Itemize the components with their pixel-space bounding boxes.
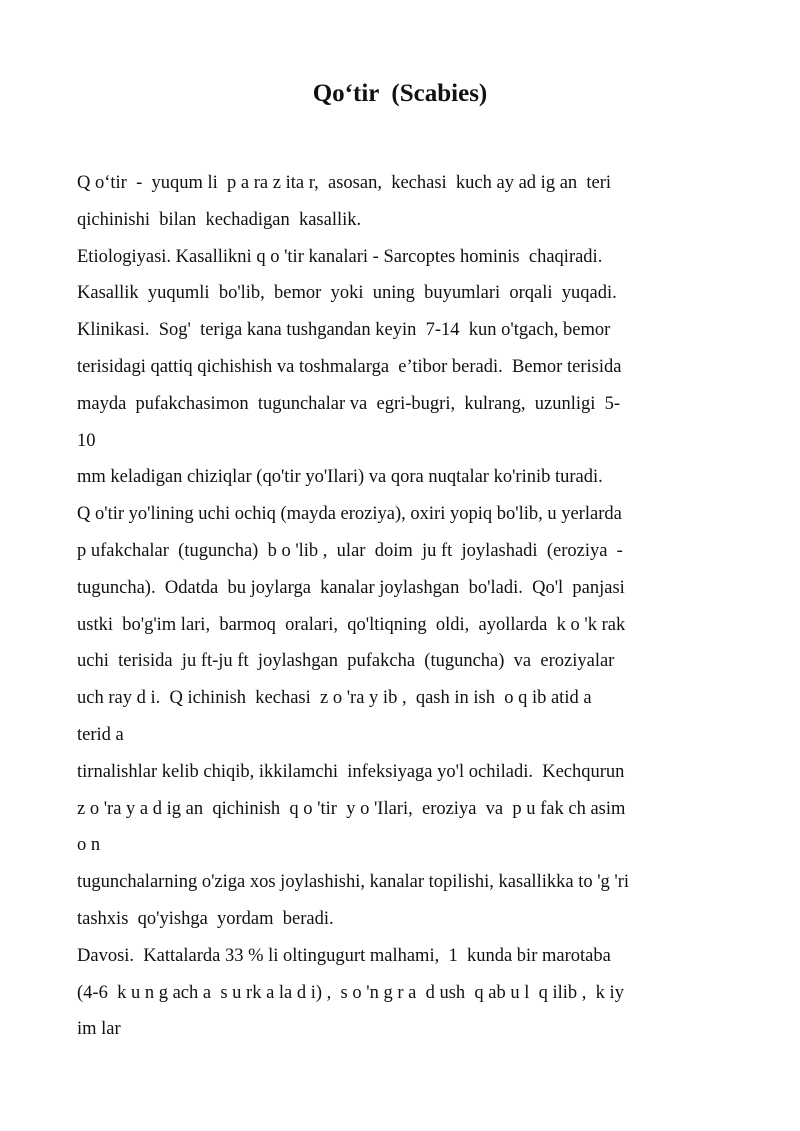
text-line: z o 'ra y a d ig an qichinish q o 'tir y o 'Ilari, eroziya va p u fak ch asim: [77, 798, 626, 819]
text-line: 10: [77, 430, 96, 451]
text-line: Q o'tir yo'lining uchi ochiq (mayda eroziya), oxiri yopiq bo'lib, u yerlarda: [77, 504, 622, 525]
text-line: tuguncha). Odatda bu joylarga kanalar joylashgan bo'ladi. Qo'l panjasi: [77, 577, 625, 598]
text-line: im lar: [77, 1019, 121, 1040]
text-line: p ufakchalar (tuguncha) b o 'lib , ular doim ju ft joylashadi (eroziya -: [77, 540, 623, 561]
text-line: uchi terisida ju ft-ju ft joylashgan pufakcha (tuguncha) va eroziyalar: [77, 651, 615, 672]
text-line: ustki bo'g'im lari, barmoq oralari, qo'ltiqning oldi, ayollarda k o 'k rak: [77, 614, 626, 635]
text-line: mm keladigan chiziqlar (qo'tir yo'Ilari) va qora nuqtalar ko'rinib turadi.: [77, 467, 603, 488]
document-body: [77, 165, 737, 1048]
text-line: tugunchalarning o'ziga xos joylashishi, kanalar topilishi, kasallikka to 'g 'ri: [77, 872, 630, 893]
text-line: Klinikasi. Sog' teriga kana tushgandan keyin 7-14 kun o'tgach, bemor: [77, 320, 611, 341]
text-line: tirnalishlar kelib chiqib, ikkilamchi infeksiyaga yo'l ochiladi. Kechqurun: [77, 761, 625, 782]
text-line: Q o‘tir - yuqum li p a ra z ita r, asosan, kechasi kuch ay ad ig an teri: [77, 173, 612, 193]
text-line: (4-6 k u n g ach a s u rk a la d i) , s o 'n g r a d ush q ab u l q ilib , k iy: [77, 982, 624, 1003]
document-title: Qo‘tir (Scabies): [312, 80, 488, 107]
text-line: terisidagi qattiq qichishish va toshmalarga e’tibor beradi. Bemor terisida: [77, 356, 622, 377]
text-line: terid a: [77, 724, 124, 745]
text-line: mayda pufakchasimon tugunchalar va egri-bugri, kulrang, uzunligi 5-: [77, 393, 621, 414]
text-line: Kasallik yuqumli bo'lib, bemor yoki uning buyumlari orqali yuqadi.: [77, 283, 617, 304]
text-line: uch ray d i. Q ichinish kechasi z o 'ra y ib , qash in ish o q ib atid a: [77, 688, 592, 709]
text-line: Davosi. Kattalarda 33 % li oltingugurt malhami, 1 kunda bir marotaba: [77, 945, 611, 966]
text-line: o n: [77, 835, 101, 856]
text-line: qichinishi bilan kechadigan kasallik.: [77, 209, 362, 230]
text-line: tashxis qo'yishga yordam beradi.: [77, 908, 334, 929]
text-line: Etiologiyasi. Kasallikni q o 'tir kanalari - Sarcoptes hominis chaqiradi.: [77, 246, 603, 267]
